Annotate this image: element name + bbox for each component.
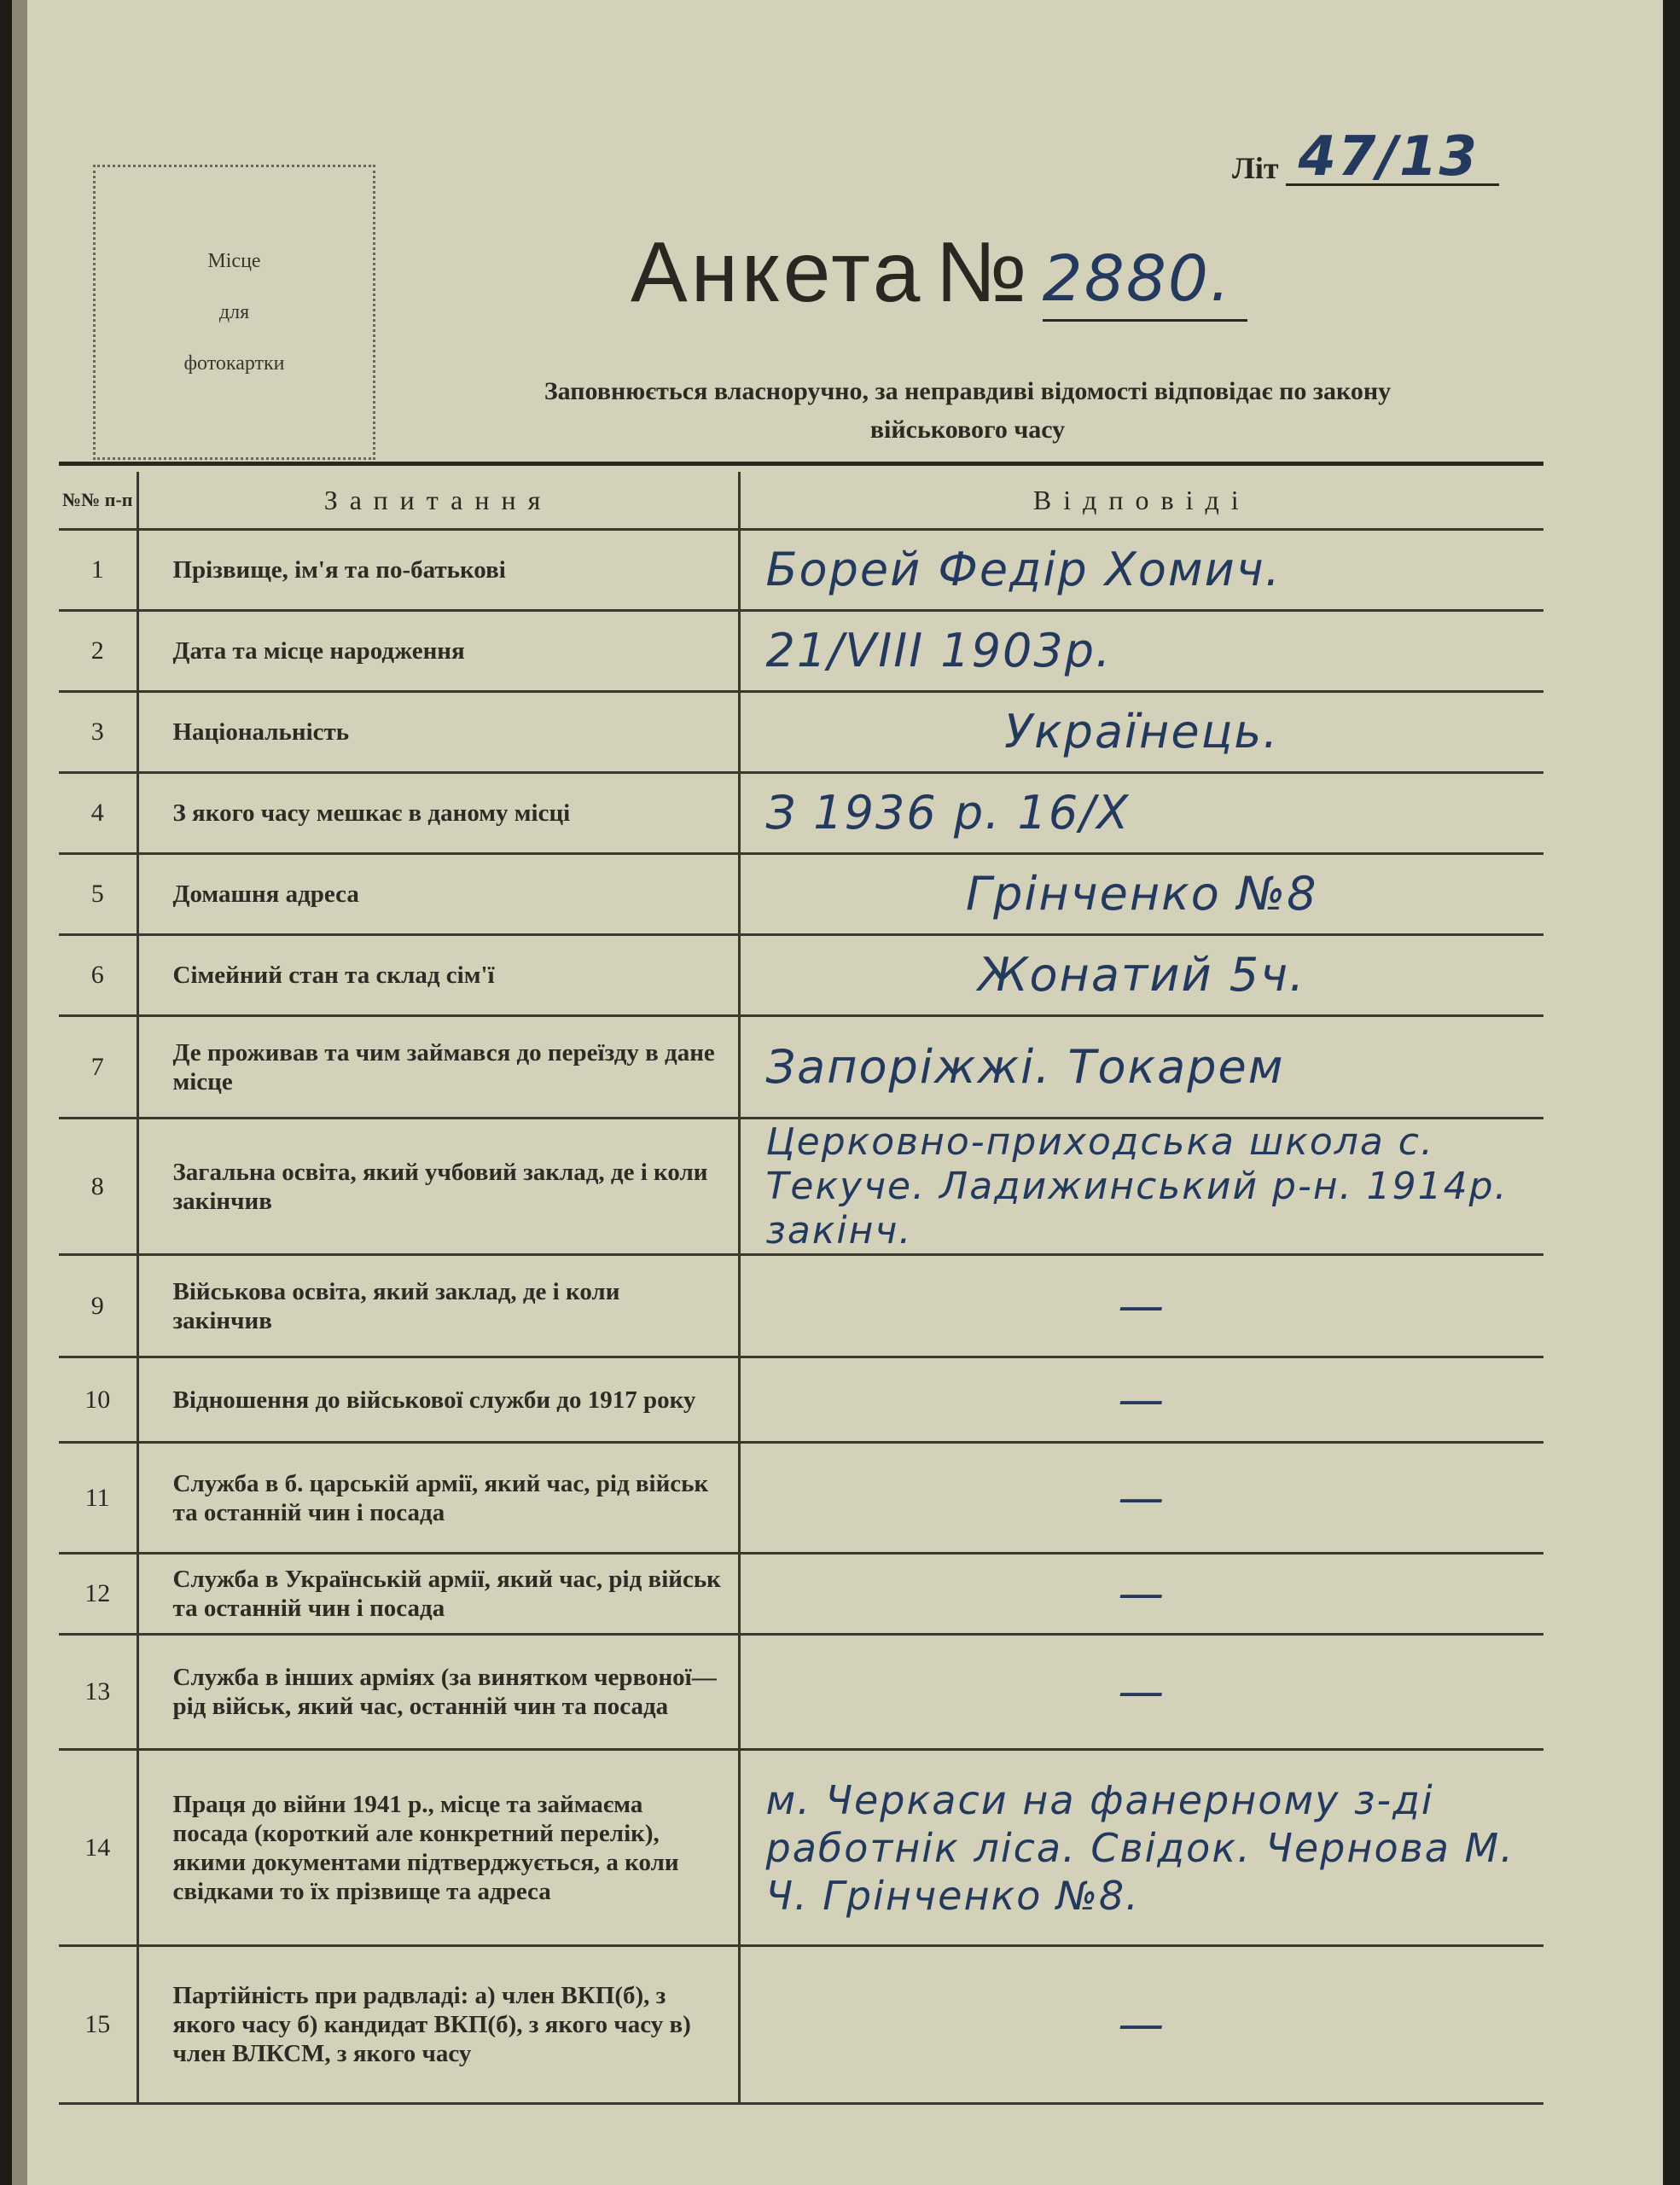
row-answer: — bbox=[739, 1635, 1543, 1750]
row-answer: 21/VIII 1903р. bbox=[739, 611, 1543, 692]
row-number: 2 bbox=[59, 611, 137, 692]
form-title bbox=[631, 224, 1247, 322]
lit-value: 47/13 bbox=[1298, 125, 1479, 189]
row-answer: Церковно-приходська школа с. Текуче. Ладижинський р-н. 1914р. закінч. bbox=[739, 1119, 1543, 1255]
row-number: 14 bbox=[59, 1750, 137, 1946]
header-nn: №№ п-п bbox=[59, 472, 137, 530]
row-number: 5 bbox=[59, 854, 137, 935]
table-row bbox=[59, 854, 1543, 935]
row-number: 4 bbox=[59, 773, 137, 854]
row-number: 13 bbox=[59, 1635, 137, 1750]
row-answer: м. Черкаси на фанерному з-ді работнік ліса. Свідок. Чернова М. Ч. Грінченко №8. bbox=[739, 1750, 1543, 1946]
subtitle-line-1: Заповнюється власноручно, за неправдиві відомості відповідає по закону bbox=[544, 377, 1392, 405]
photo-placeholder bbox=[93, 165, 375, 460]
row-question: Праця до війни 1941 р., місце та займаєма посада (короткий але конкретний перелік), якими документами підтверджується, а коли свідками то їх прізвище та адреса bbox=[137, 1750, 739, 1946]
table-row bbox=[59, 1946, 1543, 2104]
row-question: Служба в інших арміях (за винятком червоної—рід військ, який час, останній чин та посада bbox=[137, 1635, 739, 1750]
row-number: 9 bbox=[59, 1255, 137, 1357]
photo-label-3: фотокартки bbox=[183, 352, 285, 375]
questionnaire-table bbox=[59, 472, 1543, 2105]
row-question: Сімейний стан та склад сім'ї bbox=[137, 935, 739, 1016]
photo-label-1: Місце bbox=[207, 250, 261, 272]
row-question: Відношення до військової служби до 1917 року bbox=[137, 1357, 739, 1443]
table-row bbox=[59, 1119, 1543, 1255]
row-answer: — bbox=[739, 1357, 1543, 1443]
table-row bbox=[59, 611, 1543, 692]
table-row bbox=[59, 1443, 1543, 1554]
row-answer: З 1936 р. 16/X bbox=[739, 773, 1543, 854]
header-answer: Відповіді bbox=[739, 472, 1543, 530]
row-number: 8 bbox=[59, 1119, 137, 1255]
row-number: 1 bbox=[59, 530, 137, 611]
row-question: Служба в Українській армії, який час, рід військ та останній чин і посада bbox=[137, 1554, 739, 1635]
row-question: Військова освіта, який заклад, де і коли закінчив bbox=[137, 1255, 739, 1357]
table-row bbox=[59, 935, 1543, 1016]
row-answer: Грінченко №8 bbox=[739, 854, 1543, 935]
table-row bbox=[59, 1554, 1543, 1635]
photo-label-2: для bbox=[218, 301, 250, 323]
number-sign: № bbox=[935, 224, 1031, 320]
page-edge-shadow bbox=[12, 0, 27, 2185]
row-question: З якого часу мешкає в даному місці bbox=[137, 773, 739, 854]
row-answer: Жонатий 5ч. bbox=[739, 935, 1543, 1016]
lit-line bbox=[1286, 125, 1499, 189]
table-row bbox=[59, 692, 1543, 773]
row-number: 10 bbox=[59, 1357, 137, 1443]
table-row bbox=[59, 530, 1543, 611]
row-question: Прізвище, ім'я та по-батькові bbox=[137, 530, 739, 611]
header-rule bbox=[59, 462, 1543, 466]
row-number: 3 bbox=[59, 692, 137, 773]
row-answer: Українець. bbox=[739, 692, 1543, 773]
row-question: Партійність при радвладі: а) член ВКП(б), з якого часу б) кандидат ВКП(б), з якого часу в) член ВЛКСМ, з якого часу bbox=[137, 1946, 739, 2104]
row-number: 6 bbox=[59, 935, 137, 1016]
lit-label: Літ bbox=[1232, 151, 1279, 185]
table-row bbox=[59, 1635, 1543, 1750]
row-number: 11 bbox=[59, 1443, 137, 1554]
table-header-row bbox=[59, 472, 1543, 530]
row-answer: — bbox=[739, 1946, 1543, 2104]
form-subtitle bbox=[400, 372, 1535, 449]
row-answer: Запоріжжі. Токарем bbox=[739, 1016, 1543, 1119]
row-question: Загальна освіта, який учбовий заклад, де і коли закінчив bbox=[137, 1119, 739, 1255]
subtitle-line-2: військового часу bbox=[869, 415, 1066, 444]
table-row bbox=[59, 1255, 1543, 1357]
header-question: Запитання bbox=[137, 472, 739, 530]
row-number: 15 bbox=[59, 1946, 137, 2104]
form-number: 2880. bbox=[1043, 242, 1247, 322]
table-row bbox=[59, 1357, 1543, 1443]
title-label: Анкета bbox=[631, 224, 924, 320]
row-number: 12 bbox=[59, 1554, 137, 1635]
row-question: Домашня адреса bbox=[137, 854, 739, 935]
row-number: 7 bbox=[59, 1016, 137, 1119]
row-question: Де проживав та чим займався до переїзду в дане місце bbox=[137, 1016, 739, 1119]
table-row bbox=[59, 1750, 1543, 1946]
row-answer: — bbox=[739, 1554, 1543, 1635]
questionnaire-page bbox=[12, 0, 1663, 2185]
row-question: Національність bbox=[137, 692, 739, 773]
row-answer: Борей Федір Хомич. bbox=[739, 530, 1543, 611]
row-answer: — bbox=[739, 1255, 1543, 1357]
row-question: Дата та місце народження bbox=[137, 611, 739, 692]
row-question: Служба в б. царській армії, який час, рід військ та останній чин і посада bbox=[137, 1443, 739, 1554]
row-answer: — bbox=[739, 1443, 1543, 1554]
table-row bbox=[59, 773, 1543, 854]
lit-field bbox=[1232, 125, 1499, 189]
table-row bbox=[59, 1016, 1543, 1119]
